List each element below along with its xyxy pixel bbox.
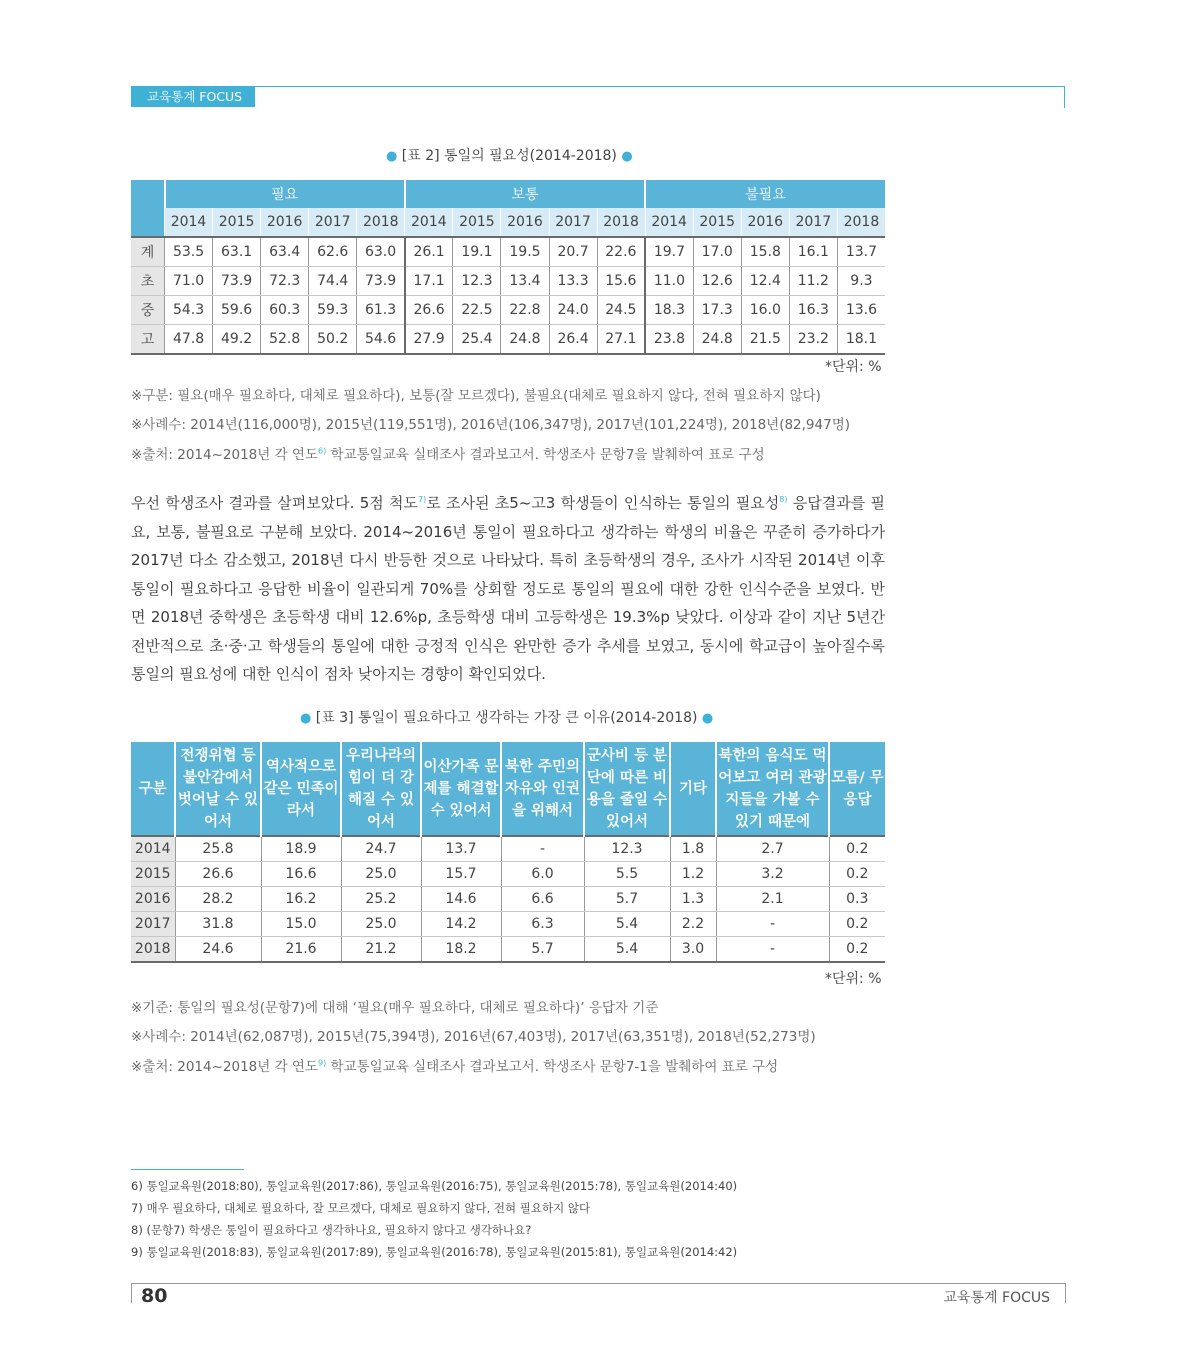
page-number: 80 <box>141 1285 168 1307</box>
footnote-ref: 7) <box>418 495 427 504</box>
table-cell: 52.8 <box>261 325 309 355</box>
table-cell: 16.1 <box>789 237 837 267</box>
table2-year-header: 2016 <box>501 208 549 237</box>
bullet-icon: ● <box>386 149 398 164</box>
table-cell: 19.5 <box>501 237 549 267</box>
table-cell: 20.7 <box>549 237 597 267</box>
table-row <box>131 912 885 937</box>
table-cell: 24.8 <box>501 325 549 355</box>
table-cell: 59.6 <box>213 296 261 325</box>
table2 <box>131 180 885 355</box>
table3-column-header: 군사비 등 분단에 따른 비용을 줄일 수 있어서 <box>584 742 670 836</box>
table-cell: 16.3 <box>789 296 837 325</box>
table-cell: 17.0 <box>693 237 741 267</box>
table-cell: 3.0 <box>670 937 716 963</box>
table-cell: 9.3 <box>837 267 885 296</box>
table-cell: 63.0 <box>357 237 405 267</box>
table3-column-header: 우리나라의 힘이 더 강해질 수 있어서 <box>341 742 421 836</box>
table2-year-header: 2018 <box>837 208 885 237</box>
table-cell: 73.9 <box>213 267 261 296</box>
table-cell: 13.7 <box>837 237 885 267</box>
row-label: 2016 <box>131 887 175 912</box>
table-cell: 31.8 <box>175 912 261 937</box>
table3-unit: *단위: % <box>825 971 882 987</box>
footer-rule-left <box>131 1283 132 1303</box>
table-cell: 23.2 <box>789 325 837 355</box>
table-cell: 63.1 <box>213 237 261 267</box>
table-cell: 2.2 <box>670 912 716 937</box>
table3-column-header: 이산가족 문제를 해결할 수 있어서 <box>421 742 501 836</box>
paragraph-text: 응답결과를 필요, 보통, 불필요로 구분해 보았다. 2014~2016년 통일이 필요하다고 생각하는 학생의 비율은 꾸준히 증가하다가 2017년 다소 감소했고, 2018년 다시 반등한 것으로 나타났다. 특히 초등학생의 경우, 조사가 시작된 2014년 이후 통일이 필요하다고 응답한 비율이 일관되게 70%를 상회할 정도로 통일의 필요에 대한 강한 인식수준을 보였다. 반면 2018년 중학생은 초등학생 대비 12.6%p, 초등학생 대비 고등학생은 19.3%p 낮았다. 이상과 같이 지난 5년간 전반적으로 초·중·고 학생들의 통일에 대한 긍정적 인식은 완만한 증가 추세를 보였고, 동시에 학교급이 높아질수록 통일의 필요성에 대한 인식이 점차 낮아지는 경향이 확인되었다. <box>131 494 885 683</box>
table-cell: 24.5 <box>597 296 645 325</box>
table3-column-header: 기타 <box>670 742 716 836</box>
table-cell: 49.2 <box>213 325 261 355</box>
table-cell: 18.9 <box>261 836 341 862</box>
table-row <box>131 836 885 862</box>
footnote-ref: 6) <box>318 446 327 456</box>
table2-caption-text: [표 2] 통일의 필요성(2014-2018) <box>401 148 617 164</box>
table2-unit: *단위: % <box>825 359 882 375</box>
row-label: 계 <box>131 237 165 267</box>
footnote: 7) 매우 필요하다, 대체로 필요하다, 잘 모르겠다, 대체로 필요하지 않다, 전혀 필요하지 않다 <box>131 1201 591 1215</box>
table-cell: 0.2 <box>829 862 885 887</box>
table-cell: 60.3 <box>261 296 309 325</box>
table-cell: 22.5 <box>453 296 501 325</box>
header-rule-end <box>1064 86 1065 108</box>
table-cell: 63.4 <box>261 237 309 267</box>
table-cell: 15.8 <box>741 237 789 267</box>
table-cell: 3.2 <box>716 862 829 887</box>
table3-column-header: 전쟁위협 등 불안감에서 벗어날 수 있어서 <box>175 742 261 836</box>
table-cell: 25.0 <box>341 862 421 887</box>
section-tag: 교육통계 FOCUS <box>131 86 255 107</box>
source-text: 학교통일교육 실태조사 결과보고서. 학생조사 문항7-1을 발췌하여 표로 구성 <box>326 1059 779 1075</box>
table-cell: 72.3 <box>261 267 309 296</box>
table2-year-header: 2015 <box>213 208 261 237</box>
table-cell: 15.6 <box>597 267 645 296</box>
bullet-icon: ● <box>300 711 312 726</box>
table-cell: 1.8 <box>670 836 716 862</box>
table-cell: 61.3 <box>357 296 405 325</box>
table2-year-header: 2018 <box>357 208 405 237</box>
table-cell: 22.8 <box>501 296 549 325</box>
table-cell: 71.0 <box>165 267 213 296</box>
table-cell: 47.8 <box>165 325 213 355</box>
table3-source <box>131 1055 778 1075</box>
table-cell: 1.2 <box>670 862 716 887</box>
table-cell: 25.4 <box>453 325 501 355</box>
table-cell: - <box>501 836 584 862</box>
row-label: 중 <box>131 296 165 325</box>
table3-column-header: 역사적으로 같은 민족이라서 <box>261 742 341 836</box>
footnote: 8) (문항7) 학생은 통일이 필요하다고 생각하나요, 필요하지 않다고 생각하나요? <box>131 1223 532 1237</box>
table-cell: 62.6 <box>309 237 357 267</box>
table-cell: 26.6 <box>405 296 453 325</box>
table-cell: 18.3 <box>645 296 693 325</box>
table3-column-header: 모름/ 무응답 <box>829 742 885 836</box>
table-cell: 15.7 <box>421 862 501 887</box>
table2-caption <box>386 145 633 165</box>
table2-year-header: 2018 <box>597 208 645 237</box>
table-cell: 16.0 <box>741 296 789 325</box>
table-cell: 0.2 <box>829 836 885 862</box>
table2-group-header: 필요 <box>165 180 405 208</box>
body-paragraph <box>131 486 885 689</box>
footer-title: 교육통계 FOCUS <box>943 1290 1050 1306</box>
footnote-ref: 9) <box>318 1058 327 1068</box>
table-cell: 11.2 <box>789 267 837 296</box>
table-cell: 21.6 <box>261 937 341 963</box>
table-cell: 25.0 <box>341 912 421 937</box>
table-cell: 28.2 <box>175 887 261 912</box>
table-cell: 14.6 <box>421 887 501 912</box>
table2-year-header: 2017 <box>309 208 357 237</box>
table-cell: 21.2 <box>341 937 421 963</box>
table2-year-header: 2016 <box>741 208 789 237</box>
row-label: 2015 <box>131 862 175 887</box>
paragraph-text: 로 조사된 초5~고3 학생들이 인식하는 통일의 필요성 <box>426 494 780 512</box>
table-row <box>131 237 885 267</box>
table2-note: ※구분: 필요(매우 필요하다, 대체로 필요하다), 보통(잘 모르겠다), 불필요(대체로 필요하지 않다, 전혀 필요하지 않다) <box>131 388 821 404</box>
table-cell: 24.0 <box>549 296 597 325</box>
table2-corner <box>131 180 165 237</box>
table-cell: 12.4 <box>741 267 789 296</box>
table-cell: 17.3 <box>693 296 741 325</box>
table2-year-header: 2017 <box>789 208 837 237</box>
table2-group-header: 보통 <box>405 180 645 208</box>
table-row <box>131 325 885 355</box>
table-cell: 0.2 <box>829 912 885 937</box>
table2-year-header: 2015 <box>453 208 501 237</box>
table-cell: 12.3 <box>453 267 501 296</box>
row-label: 2014 <box>131 836 175 862</box>
table-cell: 24.6 <box>175 937 261 963</box>
table-cell: 19.1 <box>453 237 501 267</box>
footer-rule <box>131 1283 1066 1284</box>
table-cell: 54.3 <box>165 296 213 325</box>
table-cell: 25.8 <box>175 836 261 862</box>
bullet-icon: ● <box>621 149 633 164</box>
table-cell: 27.9 <box>405 325 453 355</box>
table-cell: 14.2 <box>421 912 501 937</box>
table-cell: - <box>716 937 829 963</box>
table-cell: 2.1 <box>716 887 829 912</box>
table-cell: 13.6 <box>837 296 885 325</box>
row-label: 2017 <box>131 912 175 937</box>
table3-note: ※사례수: 2014년(62,087명), 2015년(75,394명), 2016년(67,403명), 2017년(63,351명), 2018년(52,273명) <box>131 1029 816 1045</box>
table-cell: 24.7 <box>341 836 421 862</box>
table-cell: 12.3 <box>584 836 670 862</box>
footnote-rule <box>131 1169 244 1170</box>
table2-year-header: 2014 <box>165 208 213 237</box>
table-cell: 6.6 <box>501 887 584 912</box>
table-cell: 21.5 <box>741 325 789 355</box>
header-rule <box>255 86 1065 87</box>
footnote: 9) 통일교육원(2018:83), 통일교육원(2017:89), 통일교육원(2016:78), 통일교육원(2015:81), 통일교육원(2014:42) <box>131 1245 738 1259</box>
table-row <box>131 267 885 296</box>
table-cell: 2.7 <box>716 836 829 862</box>
table-row <box>131 887 885 912</box>
table-cell: 19.7 <box>645 237 693 267</box>
table2-year-header: 2016 <box>261 208 309 237</box>
table-cell: 13.4 <box>501 267 549 296</box>
table-row <box>131 937 885 963</box>
table-cell: 24.8 <box>693 325 741 355</box>
table2-year-header: 2014 <box>645 208 693 237</box>
table-cell: 6.0 <box>501 862 584 887</box>
table-cell: 13.3 <box>549 267 597 296</box>
table-row <box>131 862 885 887</box>
footnote-ref: 8) <box>779 495 788 504</box>
table2-group-header: 불필요 <box>645 180 885 208</box>
table-cell: 73.9 <box>357 267 405 296</box>
table2-year-header: 2017 <box>549 208 597 237</box>
table-cell: 74.4 <box>309 267 357 296</box>
table-cell: 50.2 <box>309 325 357 355</box>
table-row <box>131 296 885 325</box>
table-cell: 11.0 <box>645 267 693 296</box>
source-text: ※출처: 2014~2018년 각 연도 <box>131 1059 319 1075</box>
table-cell: 26.4 <box>549 325 597 355</box>
table2-year-header: 2014 <box>405 208 453 237</box>
table2-year-header: 2015 <box>693 208 741 237</box>
table-cell: 54.6 <box>357 325 405 355</box>
table-cell: 16.2 <box>261 887 341 912</box>
source-text: ※출처: 2014~2018년 각 연도 <box>131 447 319 463</box>
table-cell: 26.6 <box>175 862 261 887</box>
table-cell: 26.1 <box>405 237 453 267</box>
table-cell: 5.4 <box>584 912 670 937</box>
table-cell: 12.6 <box>693 267 741 296</box>
table-cell: 59.3 <box>309 296 357 325</box>
table-cell: 16.6 <box>261 862 341 887</box>
table3 <box>131 742 885 963</box>
table-cell: 6.3 <box>501 912 584 937</box>
table-cell: 15.0 <box>261 912 341 937</box>
table3-caption-text: [표 3] 통일이 필요하다고 생각하는 가장 큰 이유(2014-2018) <box>315 710 698 726</box>
table-cell: 13.7 <box>421 836 501 862</box>
table-cell: 5.7 <box>584 887 670 912</box>
table-cell: 1.3 <box>670 887 716 912</box>
bullet-icon: ● <box>701 711 714 726</box>
table-cell: 5.4 <box>584 937 670 963</box>
table-cell: 0.2 <box>829 937 885 963</box>
table-cell: 5.7 <box>501 937 584 963</box>
table2-note: ※사례수: 2014년(116,000명), 2015년(119,551명), 2016년(106,347명), 2017년(101,224명), 2018년(82,947명) <box>131 417 851 433</box>
row-label: 고 <box>131 325 165 355</box>
footnote: 6) 통일교육원(2018:80), 통일교육원(2017:86), 통일교육원(2016:75), 통일교육원(2015:78), 통일교육원(2014:40) <box>131 1179 738 1193</box>
table3-column-header: 북한의 음식도 먹어보고 여러 관광지들을 가볼 수 있기 때문에 <box>716 742 829 836</box>
footer-rule-right <box>1065 1283 1066 1303</box>
paragraph-text: 우선 학생조사 결과를 살펴보았다. 5점 척도 <box>131 494 418 512</box>
table-cell: 18.2 <box>421 937 501 963</box>
table3-column-header: 구분 <box>131 742 175 836</box>
row-label: 초 <box>131 267 165 296</box>
table-cell: 22.6 <box>597 237 645 267</box>
table-cell: 0.3 <box>829 887 885 912</box>
table3-caption <box>300 707 713 727</box>
table-cell: 53.5 <box>165 237 213 267</box>
table-cell: 25.2 <box>341 887 421 912</box>
table-cell: 17.1 <box>405 267 453 296</box>
row-label: 2018 <box>131 937 175 963</box>
table3-note: ※기준: 통일의 필요성(문항7)에 대해 ‘필요(매우 필요하다, 대체로 필요하다)’ 응답자 기준 <box>131 1000 659 1016</box>
table-cell: 18.1 <box>837 325 885 355</box>
table3-column-header: 북한 주민의 자유와 인권을 위해서 <box>501 742 584 836</box>
table2-source <box>131 443 765 463</box>
source-text: 학교통일교육 실태조사 결과보고서. 학생조사 문항7을 발췌하여 표로 구성 <box>326 447 765 463</box>
table-cell: 5.5 <box>584 862 670 887</box>
table-cell: 27.1 <box>597 325 645 355</box>
table-cell: - <box>716 912 829 937</box>
table-cell: 23.8 <box>645 325 693 355</box>
